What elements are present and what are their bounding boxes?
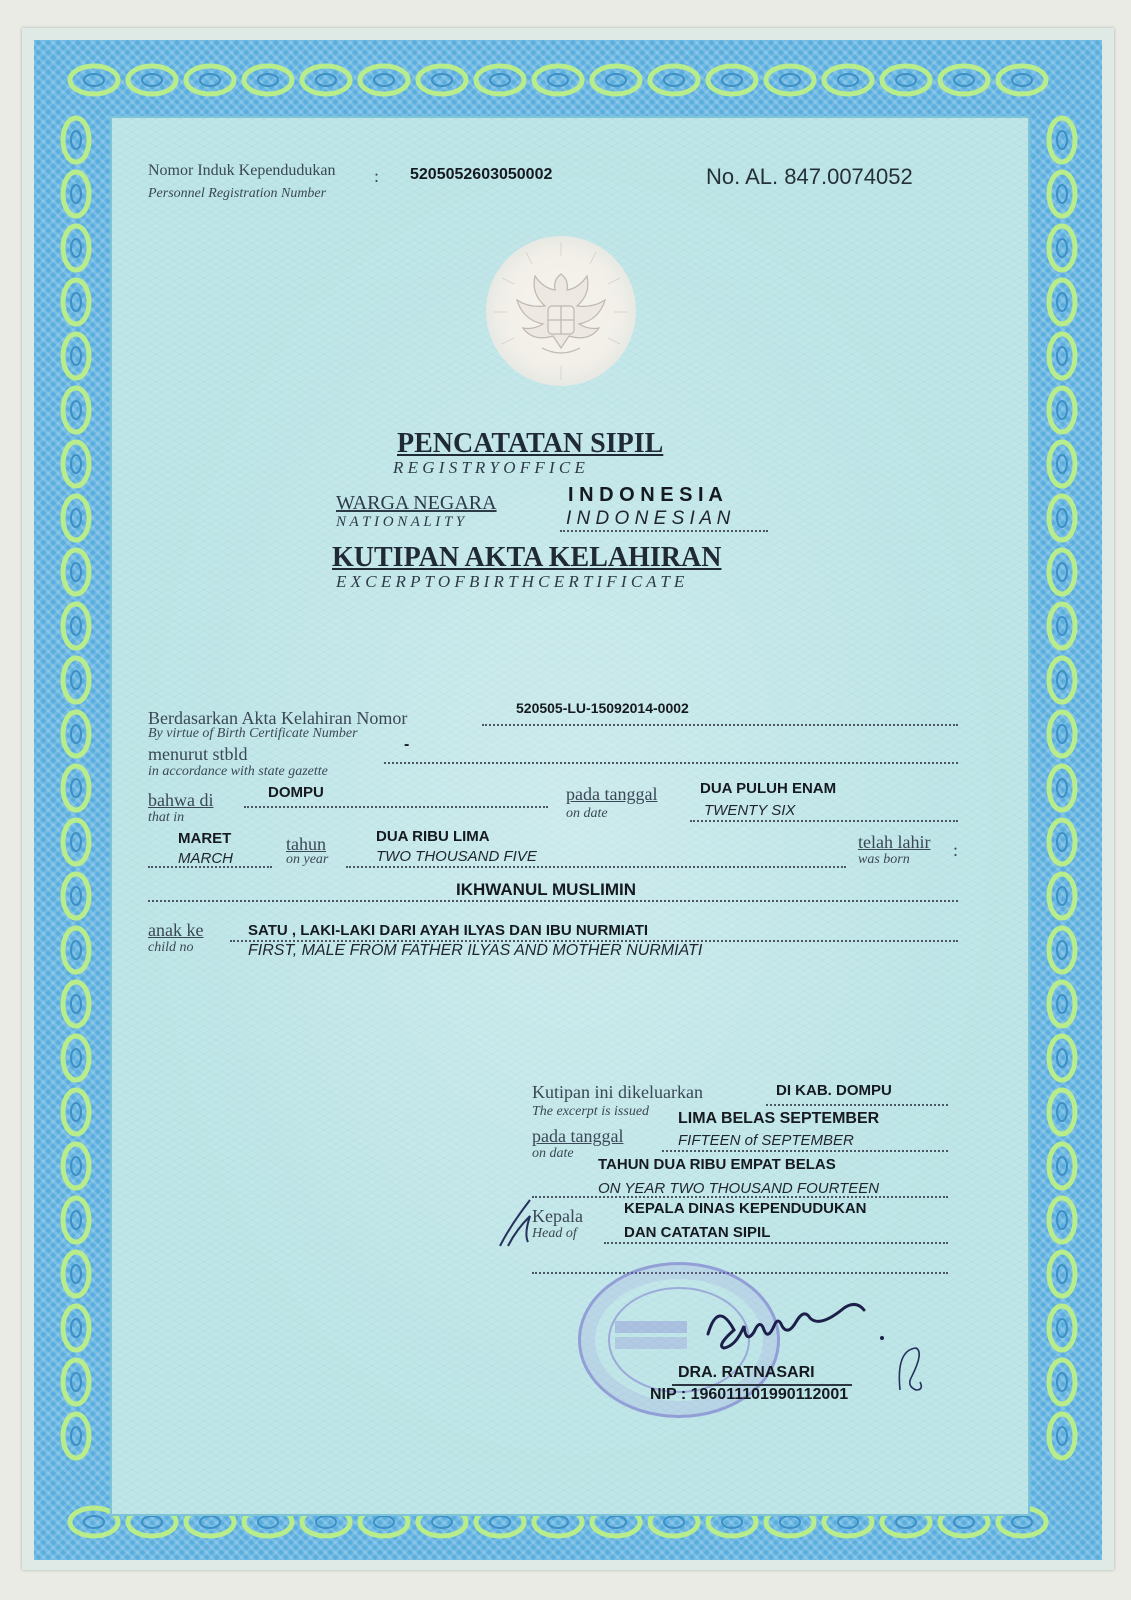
excerpt-title-en: E X C E R P T O F B I R T H C E R T I F I C A T E (336, 572, 685, 591)
border-ornament (1057, 833, 1067, 851)
border-ornament (200, 1516, 220, 1528)
month-value: MARET (178, 830, 232, 847)
border-ornament (71, 617, 81, 635)
border-ornament (1012, 74, 1032, 86)
border-ornament (63, 820, 89, 864)
border-ornament (71, 1319, 81, 1337)
child-order-value: SATU , LAKI-LAKI DARI AYAH ILYAS DAN IBU NURMIATI (248, 922, 649, 939)
issued-date-label-en: on date (532, 1146, 574, 1161)
border-ornament (63, 1036, 89, 1080)
border-ornament (896, 1516, 916, 1528)
border-ornament (1057, 941, 1067, 959)
border-ornament (780, 74, 800, 86)
border-ornament (63, 496, 89, 540)
border-ornament (838, 74, 858, 86)
border-ornament (71, 131, 81, 149)
border-ornament (71, 887, 81, 905)
border-ornament (882, 66, 930, 94)
border-ornament (1057, 1427, 1067, 1445)
act-label-en: By virtue of Birth Certificate Number (148, 726, 358, 741)
border-ornament (766, 66, 814, 94)
border-ornament (71, 671, 81, 689)
border-ornament (71, 239, 81, 257)
born-label-en: was born (858, 852, 910, 867)
month-dots (148, 866, 272, 868)
border-ornament (71, 725, 81, 743)
head-label-en: Head of (532, 1226, 577, 1241)
month-value-en: MARCH (178, 850, 233, 867)
border-ornament (998, 66, 1046, 94)
birth-date-dots (690, 820, 958, 822)
border-ornament (142, 1516, 162, 1528)
nationality-dots (560, 530, 768, 532)
border-ornament (1057, 455, 1067, 473)
border-ornament (1049, 1036, 1075, 1080)
border-ornament (1057, 887, 1067, 905)
border-ornament (63, 604, 89, 648)
border-ornament (708, 66, 756, 94)
border-ornament (84, 74, 104, 86)
issued-year-dots (532, 1196, 948, 1198)
border-ornament (316, 1516, 336, 1528)
border-ornament (1057, 347, 1067, 365)
stbld-label-en: in accordance with state gazette (148, 764, 328, 779)
border-ornament (258, 74, 278, 86)
year-label-en: on year (286, 852, 329, 867)
border-ornament (1049, 766, 1075, 810)
border-ornament (1049, 1252, 1075, 1296)
issued-label-en: The excerpt is issued (532, 1104, 650, 1119)
border-ornament (244, 66, 292, 94)
border-ornament (1049, 658, 1075, 702)
stbld-dots (384, 762, 958, 764)
border-ornament (63, 982, 89, 1026)
border-ornament (606, 74, 626, 86)
border-ornament (418, 66, 466, 94)
colon: : (374, 166, 380, 186)
border-ornament (200, 74, 220, 86)
border-ornament (1049, 280, 1075, 324)
emblem-drawing (486, 236, 636, 386)
excerpt-title: KUTIPAN AKTA KELAHIRAN (332, 542, 722, 573)
border-ornament (1049, 334, 1075, 378)
certificate-number: No. AL. 847.0074052 (706, 164, 913, 189)
border-ornament (606, 1516, 626, 1528)
border-ornament (71, 455, 81, 473)
child-order-label: anak ke (148, 920, 204, 940)
border-ornament (71, 1103, 81, 1121)
border-ornament (360, 66, 408, 94)
border-ornament (71, 1373, 81, 1391)
border-ornament (63, 334, 89, 378)
border-ornament (432, 1516, 452, 1528)
border-ornament (1049, 118, 1075, 162)
border-ornament (71, 1049, 81, 1067)
birth-date-value-en: TWENTY SIX (704, 802, 796, 819)
border-ornament (1057, 1319, 1067, 1337)
border-ornament (1049, 388, 1075, 432)
official-nip: NIP : 196011101990112001 (650, 1386, 849, 1403)
border-ornament (954, 74, 974, 86)
border-ornament (1049, 1306, 1075, 1350)
issued-date-value: LIMA BELAS SEPTEMBER (678, 1110, 880, 1127)
border-ornament (432, 74, 452, 86)
border-ornament (838, 1516, 858, 1528)
border-ornament (1057, 1211, 1067, 1229)
issued-dots (766, 1104, 948, 1106)
border-ornament (71, 1265, 81, 1283)
official-name: DRA. RATNASARI (678, 1364, 815, 1381)
border-ornament (1049, 604, 1075, 648)
border-ornament (1057, 671, 1067, 689)
paraf-icon (894, 1342, 924, 1394)
border-ornament (896, 74, 916, 86)
child-order-label-en: child no (148, 940, 194, 955)
border-ornament (63, 172, 89, 216)
nationality-label-en: N A T I O N A L I T Y (336, 514, 465, 530)
border-ornament (316, 74, 336, 86)
border-ornament (142, 74, 162, 86)
border-ornament (63, 658, 89, 702)
nik-label: Nomor Induk Kependudukan (148, 162, 336, 179)
border-ornament (592, 66, 640, 94)
border-ornament (1049, 1198, 1075, 1242)
border-ornament (1057, 725, 1067, 743)
border-ornament (258, 1516, 278, 1528)
border-ornament (63, 388, 89, 432)
border-ornament (63, 1198, 89, 1242)
born-label: telah lahir (858, 832, 931, 852)
border-ornament (63, 928, 89, 972)
border-ornament (71, 293, 81, 311)
border-ornament (63, 712, 89, 756)
border-ornament (71, 563, 81, 581)
border-ornament (71, 1427, 81, 1445)
nationality-label: WARGA NEGARA (336, 492, 497, 514)
child-order-value-en: FIRST, MALE FROM FATHER ILYAS AND MOTHER NURMIATI (248, 942, 703, 959)
year-value: DUA RIBU LIMA (376, 828, 490, 845)
border-ornament (1057, 1373, 1067, 1391)
border-ornament (70, 66, 118, 94)
head-office-line-1: KEPALA DINAS KEPENDUDUKAN (624, 1200, 867, 1217)
place-dots (244, 806, 548, 808)
registry-title: PENCATATAN SIPIL (397, 428, 664, 459)
border-ornament (650, 66, 698, 94)
act-number: 520505-LU-15092014-0002 (516, 700, 689, 716)
border-ornament (1049, 928, 1075, 972)
border-ornament (71, 401, 81, 419)
colon: : (953, 840, 959, 860)
border-ornament (722, 1516, 742, 1528)
nationality-value: I N D O N E S I A (568, 484, 723, 506)
border-ornament (1057, 401, 1067, 419)
birth-date-value: DUA PULUH ENAM (700, 780, 837, 797)
name-dots (148, 900, 958, 902)
border-ornament (63, 1306, 89, 1350)
border-ornament (1057, 563, 1067, 581)
border-ornament (1057, 1265, 1067, 1283)
border-ornament (1049, 820, 1075, 864)
garuda-emblem-icon (486, 236, 636, 386)
border-ornament (71, 347, 81, 365)
border-ornament (84, 1516, 104, 1528)
border-ornament (186, 66, 234, 94)
border-ornament (63, 226, 89, 270)
border-ornament (954, 1516, 974, 1528)
act-dots (482, 724, 958, 726)
border-ornament (71, 509, 81, 527)
border-ornament (1049, 874, 1075, 918)
border-ornament (664, 74, 684, 86)
border-ornament (1057, 293, 1067, 311)
child-name: IKHWANUL MUSLIMIN (456, 880, 637, 899)
border-ornament (374, 1516, 394, 1528)
birth-date-label: pada tanggal (566, 784, 658, 804)
border-ornament (548, 1516, 568, 1528)
border-ornament (63, 766, 89, 810)
border-ornament (63, 1360, 89, 1404)
border-ornament (1049, 172, 1075, 216)
border-ornament (1049, 226, 1075, 270)
border-ornament (71, 833, 81, 851)
border-ornament (722, 74, 742, 86)
border-ornament (1057, 185, 1067, 203)
registry-title-en: R E G I S T R Y O F F I C E (393, 458, 585, 477)
issued-place: DI KAB. DOMPU (776, 1082, 892, 1099)
border-ornament (71, 1211, 81, 1229)
border-ornament (63, 1252, 89, 1296)
stbld-value: - (404, 736, 410, 753)
border-ornament (1049, 550, 1075, 594)
head-label: Kepala (532, 1206, 583, 1226)
signature (700, 1290, 890, 1360)
border-ornament (548, 74, 568, 86)
border-ornament (63, 1090, 89, 1134)
border-ornament (940, 66, 988, 94)
border-ornament (71, 779, 81, 797)
head-office-dots (604, 1242, 948, 1244)
stbld-label: menurut stbld (148, 744, 248, 764)
border-ornament (664, 1516, 684, 1528)
issued-date-label: pada tanggal (532, 1126, 624, 1146)
act-label: Berdasarkan Akta Kelahiran Nomor (148, 708, 408, 728)
border-ornament (1049, 1144, 1075, 1188)
border-ornament (71, 185, 81, 203)
border-ornament (476, 66, 524, 94)
border-ornament (490, 1516, 510, 1528)
border-ornament (1057, 239, 1067, 257)
border-ornament (63, 1414, 89, 1458)
nik-label-en: Personnel Registration Number (148, 186, 327, 201)
border-ornament (71, 941, 81, 959)
border-ornament (302, 66, 350, 94)
border-ornament (1049, 1360, 1075, 1404)
border-ornament (1049, 982, 1075, 1026)
border-ornament (71, 1157, 81, 1175)
place-label: bahwa di (148, 790, 214, 810)
issued-year-value-en: ON YEAR TWO THOUSAND FOURTEEN (598, 1180, 880, 1197)
birth-date-label-en: on date (566, 806, 608, 821)
border-ornament (780, 1516, 800, 1528)
year-dots (346, 866, 846, 868)
border-ornament (63, 550, 89, 594)
border-ornament (63, 1144, 89, 1188)
border-ornament (63, 280, 89, 324)
border-ornament (490, 74, 510, 86)
nationality-value-en: I N D O N E S I A N (566, 508, 731, 529)
border-ornament (128, 66, 176, 94)
border-ornament (63, 442, 89, 486)
issued-date-dots (662, 1150, 948, 1152)
issued-date-value-en: FIFTEEN of SEPTEMBER (678, 1132, 854, 1149)
place-value: DOMPU (268, 784, 324, 801)
border-ornament (1049, 496, 1075, 540)
border-ornament (1049, 442, 1075, 486)
border-ornament (824, 66, 872, 94)
year-value-en: TWO THOUSAND FIVE (376, 848, 537, 865)
border-ornament (1057, 779, 1067, 797)
border-ornament (1049, 712, 1075, 756)
issued-year-value: TAHUN DUA RIBU EMPAT BELAS (598, 1156, 836, 1173)
border-ornament (1057, 509, 1067, 527)
border-ornament (1057, 995, 1067, 1013)
border-ornament (71, 995, 81, 1013)
border-ornament (1049, 1414, 1075, 1458)
border-ornament (1057, 1049, 1067, 1067)
border-ornament (63, 118, 89, 162)
border-ornament (1057, 617, 1067, 635)
border-ornament (1057, 131, 1067, 149)
border-ornament (1012, 1516, 1032, 1528)
nik-value: 5205052603050002 (410, 166, 553, 183)
border-ornament (1057, 1103, 1067, 1121)
border-ornament (1049, 1090, 1075, 1134)
place-label-en: that in (148, 810, 185, 825)
border-ornament (534, 66, 582, 94)
issued-label: Kutipan ini dikeluarkan (532, 1082, 703, 1102)
border-ornament (1057, 1157, 1067, 1175)
initial-mark-icon (494, 1196, 544, 1252)
head-office-line-2: DAN CATATAN SIPIL (624, 1224, 771, 1241)
border-ornament (63, 874, 89, 918)
year-label: tahun (286, 834, 326, 854)
border-ornament (374, 74, 394, 86)
